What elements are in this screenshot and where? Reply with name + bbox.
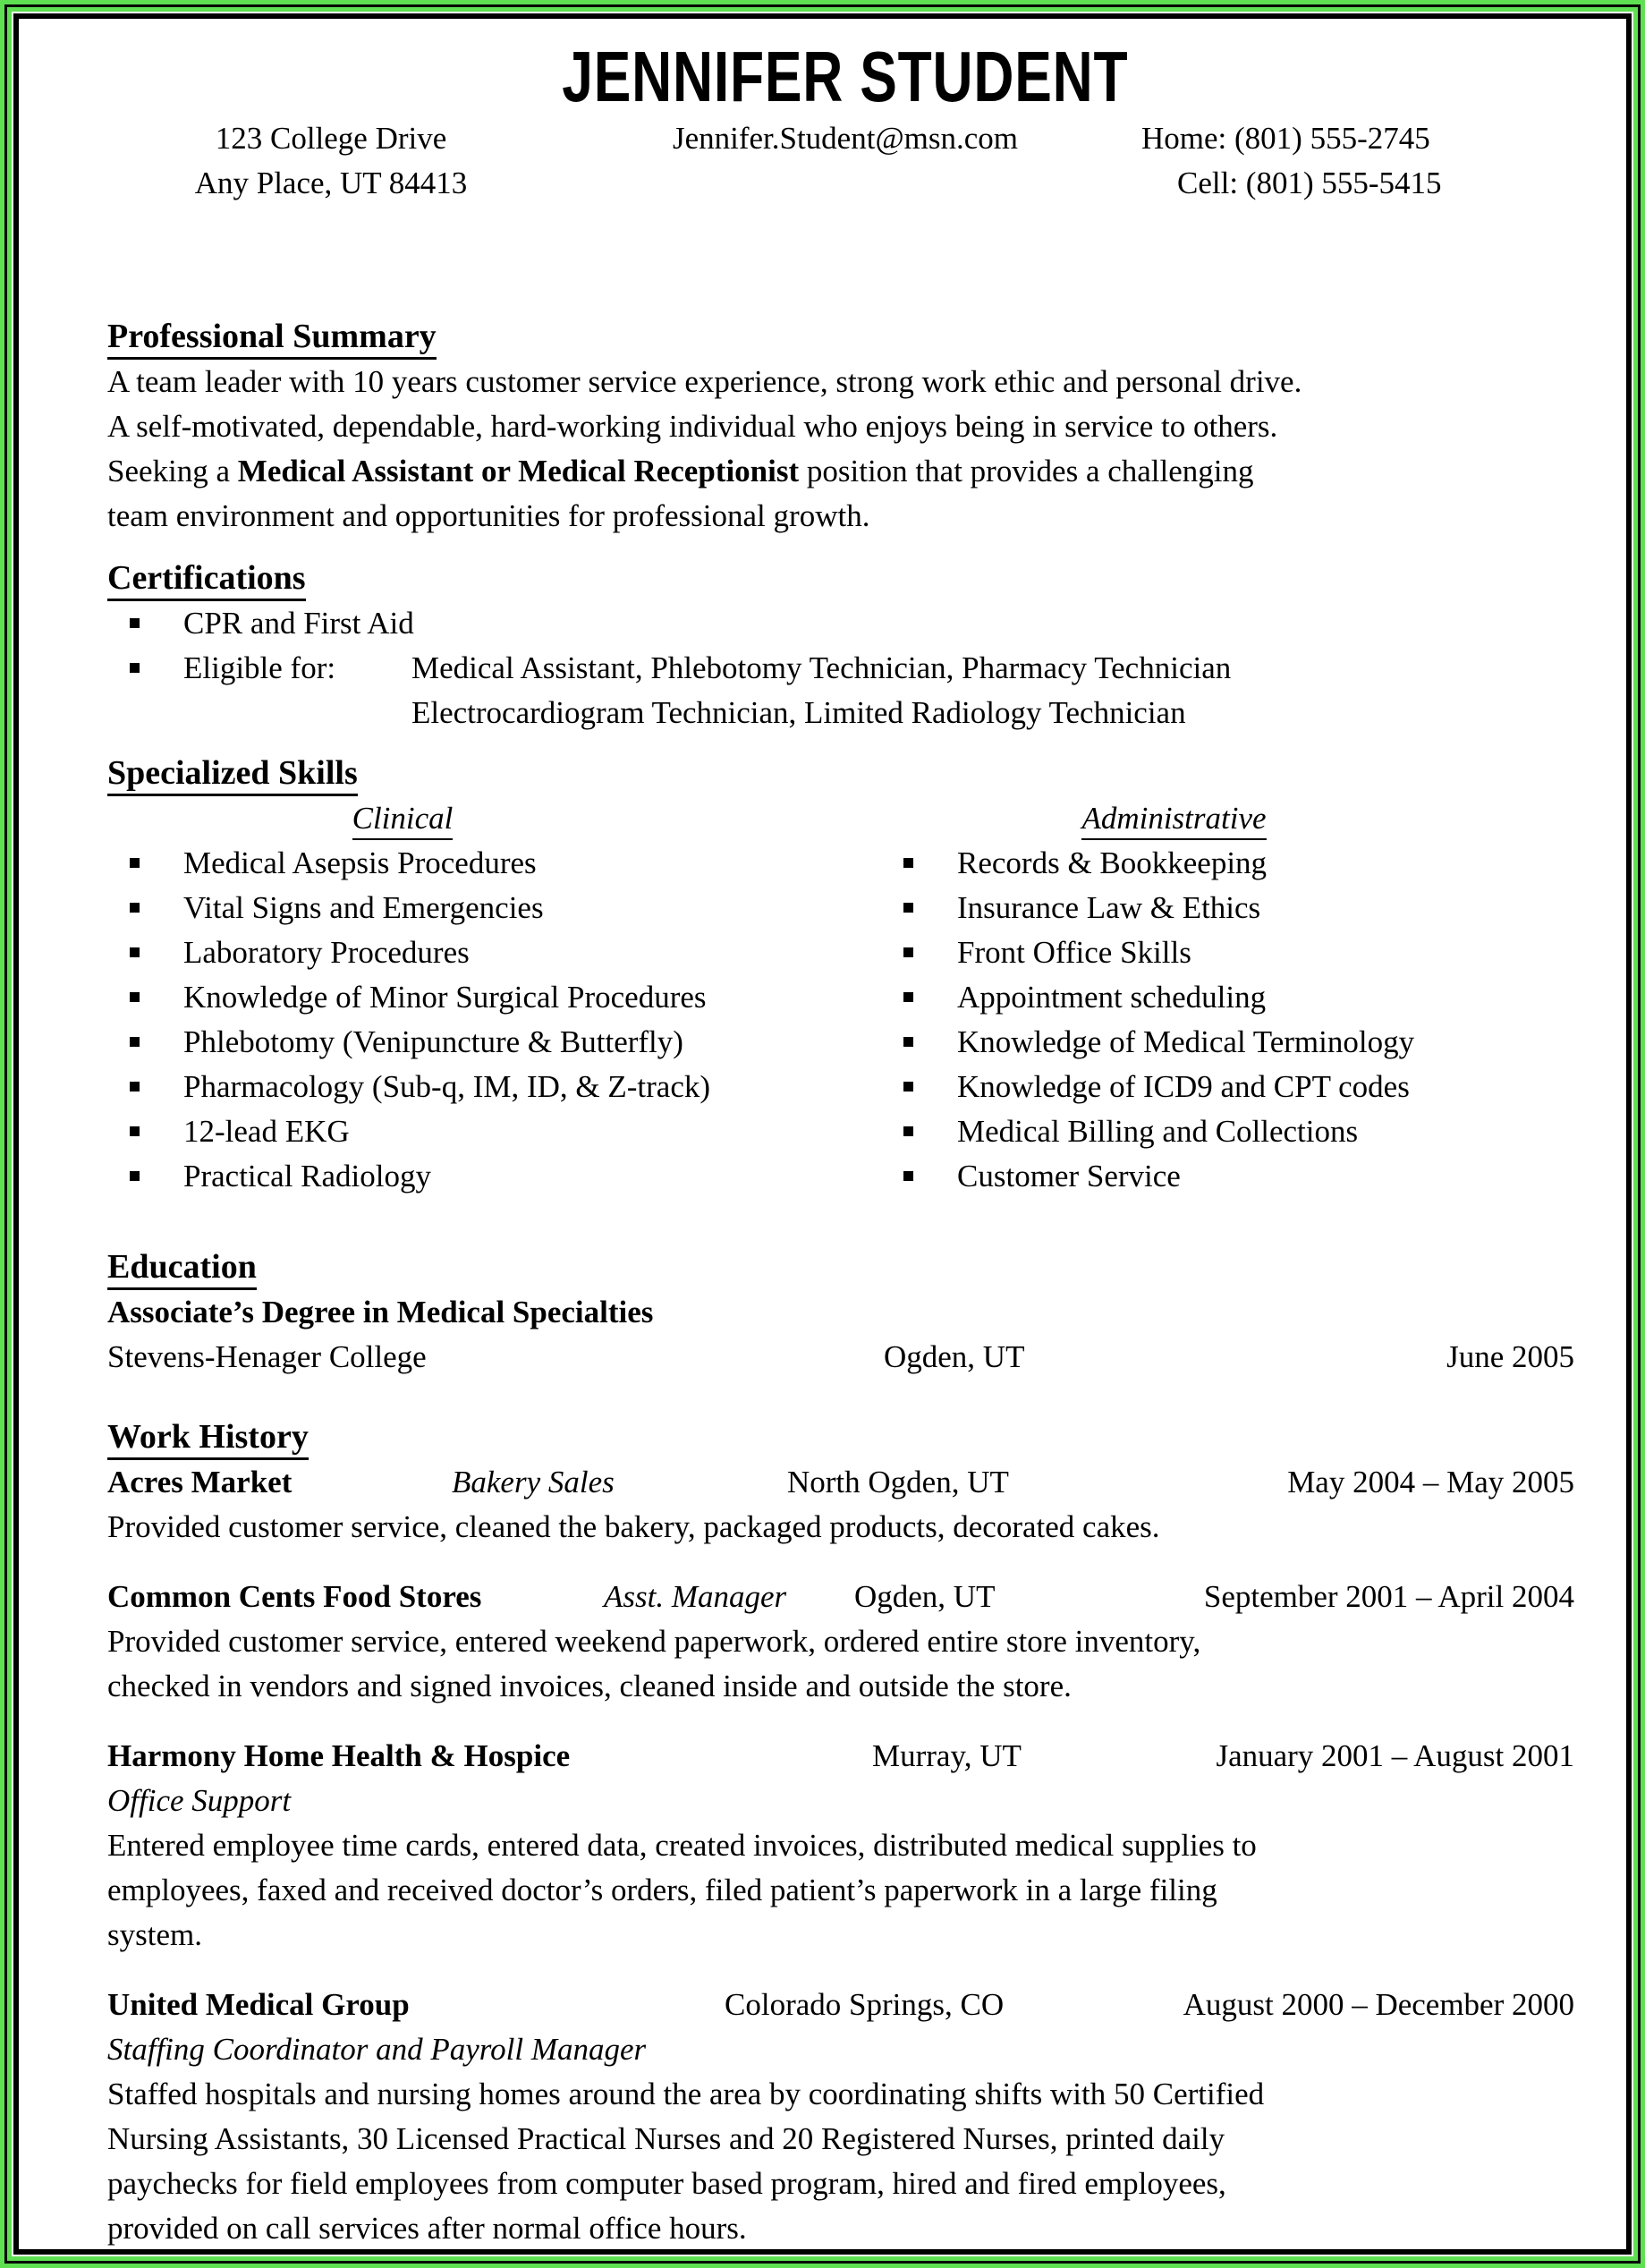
text-line: Provided customer service, cleaned the bakery, packaged products, decorated cakes. [107,1509,1160,1544]
job-title: Office Support [107,1783,292,1818]
skill-item [107,886,823,930]
contact-email [555,116,1136,206]
skill-item-text: Records & Bookkeeping [957,845,1268,880]
bullet-square-icon [130,1171,140,1181]
skill-item [881,1065,1583,1109]
education-date: June 2005 [1446,1339,1574,1374]
job-location: Murray, UT [872,1738,1022,1773]
text-line: paychecks for field employees from computer based program, hired and fired employees, [107,2166,1226,2201]
address-line1: 123 College Drive [215,121,447,156]
bullet-square-icon [130,947,140,957]
skill-item-text: Front Office Skills [957,935,1191,970]
text-line: Entered employee time cards, entered data, created invoices, distributed medical supplies to [107,1828,1257,1863]
job-location: Colorado Springs, CO [725,1987,1005,2022]
contact-phones [1136,116,1583,206]
section-work-heading [107,1415,1583,1460]
bullet-square-icon [903,903,913,913]
job-header [107,1575,1583,1619]
email-text: Jennifer.Student@msn.com [672,121,1019,156]
skill-item-text: Medical Billing and Collections [957,1114,1359,1149]
section-skills-heading [107,752,1583,796]
job-company: Harmony Home Health & Hospice [107,1738,571,1773]
job-dates: May 2004 – May 2005 [1287,1465,1574,1499]
skill-item-text: Pharmacology (Sub-q, IM, ID, & Z-track) [183,1069,711,1104]
bullet-square-icon [130,1082,140,1092]
text-line: Provided customer service, entered weekend paperwork, ordered entire store inventory, [107,1624,1201,1659]
skill-item [881,930,1583,975]
skill-item [881,886,1583,930]
skill-item-text: Customer Service [957,1159,1181,1193]
skill-item [107,1020,823,1065]
skill-item [881,841,1583,886]
bullet-square-icon [130,858,140,868]
bullet-square-icon [903,1082,913,1092]
clinical-subhead: Clinical [352,800,454,840]
skills-heading-text: Specialized Skills [107,753,358,796]
text-line: Staffed hospitals and nursing homes around the area by coordinating shifts with 50 Certified [107,2077,1265,2111]
job-description [107,1823,1583,1958]
job-acres-market [107,1460,1583,1550]
bullet-square-icon [130,1126,140,1136]
bullet-square-icon [130,1037,140,1047]
text-line: Nursing Assistants, 30 Licensed Practical Nurses and 20 Registered Nurses, printed daily [107,2121,1225,2156]
skill-item [107,1109,823,1154]
text-line: Seeking a Medical Assistant or Medical Receptionist position that provides a challenging [107,454,1254,488]
skill-item [881,975,1583,1020]
section-certifications-heading [107,556,1583,601]
education-row [107,1335,1583,1380]
education-degree: Associate’s Degree in Medical Specialties [107,1295,654,1329]
skill-item-text: Knowledge of ICD9 and CPT codes [957,1069,1410,1104]
skill-item [107,1065,823,1109]
section-summary-heading [107,315,1583,360]
job-description [107,2072,1583,2251]
skill-item [107,930,823,975]
bullet-square-icon [903,1171,913,1181]
certification-eligible [107,646,1583,735]
clinical-skill-list [107,841,823,1199]
education-location: Ogden, UT [884,1339,1025,1374]
job-description [107,1505,1583,1550]
skill-item-text: Laboratory Procedures [183,935,470,970]
skill-item-text: Practical Radiology [183,1159,432,1193]
skill-item [107,1154,823,1199]
work-heading-text: Work History [107,1417,309,1460]
skills-subheads [107,796,1583,841]
job-dates: January 2001 – August 2001 [1216,1738,1574,1773]
job-header [107,1734,1583,1779]
skill-item-text: Knowledge of Medical Terminology [957,1024,1415,1059]
skill-item-text: 12-lead EKG [183,1114,350,1149]
certification-item [107,601,1583,646]
page-title: JENNIFER STUDENT [562,37,1129,116]
text-line: Electrocardiogram Technician, Limited Radiology Technician [411,695,1186,730]
job-description [107,1619,1583,1709]
skill-item [107,841,823,886]
job-dates: August 2000 – December 2000 [1183,1987,1574,2022]
job-company: Common Cents Food Stores [107,1579,482,1614]
text-line: A self-motivated, dependable, hard-working individual who enjoys being in service to others. [107,409,1278,444]
certification-item-text: CPR and First Aid [183,606,414,641]
education-school: Stevens-Henager College [107,1339,427,1374]
contact-address [107,116,555,206]
job-dates: September 2001 – April 2004 [1203,1579,1574,1614]
job-header [107,1460,1583,1505]
eligible-label: Eligible for: [183,650,336,685]
section-education-heading [107,1245,1583,1290]
eligible-list [411,646,1231,735]
skill-item [107,975,823,1020]
skill-item-text: Appointment scheduling [957,980,1267,1015]
text-line: employees, faxed and received doctor’s orders, filed patient’s paperwork in a large filing [107,1873,1217,1907]
text-line: provided on call services after normal office hours. [107,2211,747,2246]
clinical-subhead-wrap [107,796,698,841]
job-title: Asst. Manager [604,1579,787,1614]
bullet-square-icon [903,992,913,1002]
job-common-cents [107,1575,1583,1709]
administrative-subhead-wrap [765,796,1525,841]
bullet-square-icon [130,992,140,1002]
job-header [107,1983,1583,2027]
summary-paragraph [107,360,1583,539]
address-line2: Any Place, UT 84413 [194,166,468,200]
skill-item-text: Medical Asepsis Procedures [183,845,537,880]
skill-item-text: Knowledge of Minor Surgical Procedures [183,980,707,1015]
job-location: North Ogden, UT [787,1465,1009,1499]
job-united-medical-group [107,1983,1583,2251]
job-location: Ogden, UT [854,1579,996,1614]
bullet-square-icon [130,663,140,673]
skills-columns [107,841,1583,1199]
contact-row [107,116,1583,206]
phone-cell: Cell: (801) 555-5415 [1177,166,1442,200]
text-line: Medical Assistant, Phlebotomy Technician, Pharmacy Technician [411,650,1232,685]
bullet-square-icon [903,1037,913,1047]
resume-content [107,37,1583,2251]
administrative-subhead: Administrative [1081,800,1266,840]
job-company: United Medical Group [107,1987,410,2022]
skill-item-text: Insurance Law & Ethics [957,890,1261,925]
bullet-square-icon [903,1126,913,1136]
job-harmony-home-health [107,1734,1583,1958]
text-line: checked in vendors and signed invoices, cleaned inside and outside the store. [107,1669,1072,1703]
bullet-square-icon [130,618,140,628]
job-title: Staffing Coordinator and Payroll Manager [107,2032,647,2067]
bullet-square-icon [903,858,913,868]
job-title: Bakery Sales [452,1465,615,1499]
skill-item [881,1109,1583,1154]
skill-item-text: Vital Signs and Emergencies [183,890,544,925]
bullet-square-icon [903,947,913,957]
education-heading-text: Education [107,1247,257,1290]
bullet-square-icon [130,903,140,913]
text-line: A team leader with 10 years customer service experience, strong work ethic and personal drive. [107,364,1302,399]
header [107,37,1583,116]
certifications-heading-text: Certifications [107,558,306,601]
phone-home: Home: (801) 555-2745 [1141,121,1430,156]
text-line: system. [107,1917,202,1952]
summary-heading-text: Professional Summary [107,317,437,360]
skill-item [881,1154,1583,1199]
job-company: Acres Market [107,1465,293,1499]
skill-item [881,1020,1583,1065]
administrative-skill-list [823,841,1583,1199]
skill-item-text: Phlebotomy (Venipuncture & Butterfly) [183,1024,683,1059]
text-line: team environment and opportunities for professional growth. [107,498,870,533]
